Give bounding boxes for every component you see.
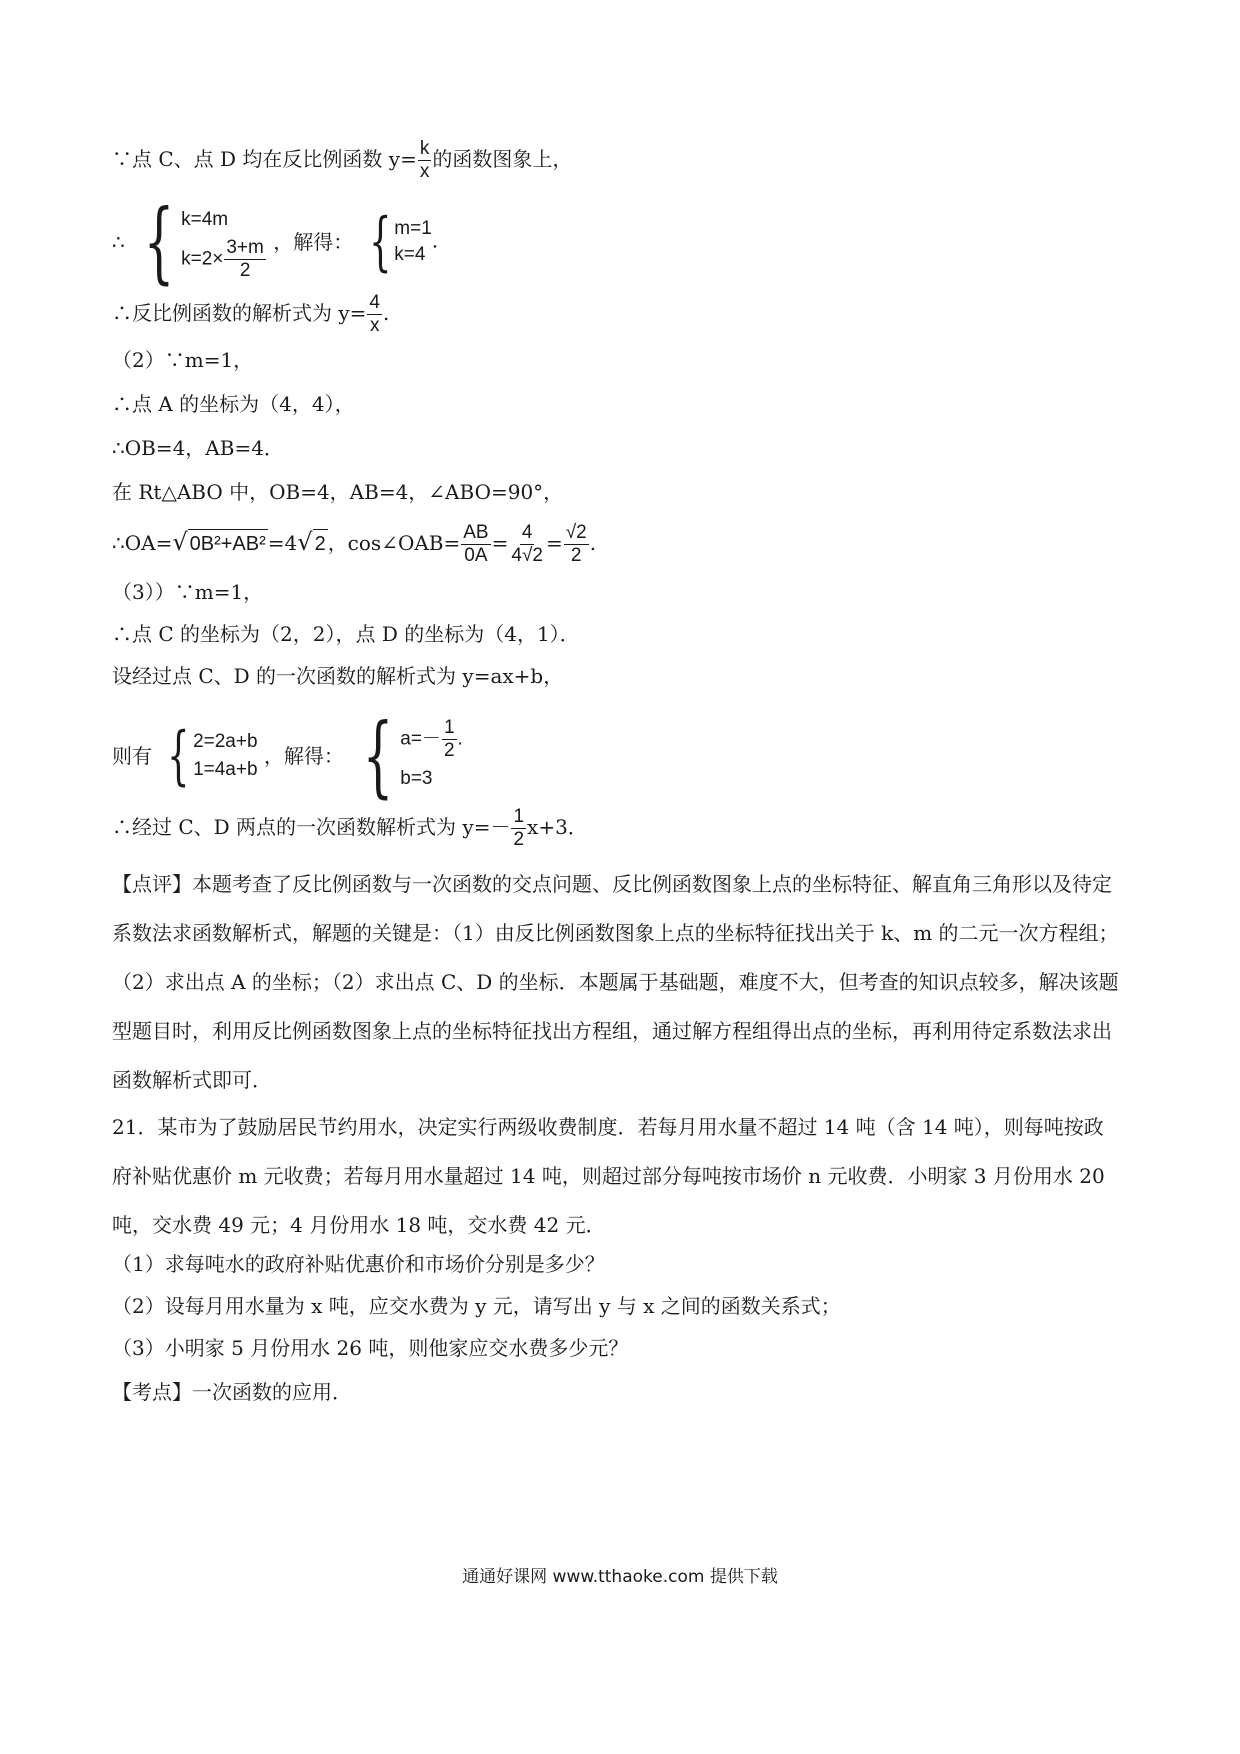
equation-system-line [112, 190, 439, 293]
text-line: （3））∵m=1， [112, 580, 264, 604]
equation-row: k=4 [394, 244, 426, 265]
numerator: 1 [513, 806, 525, 827]
equation-row [400, 717, 463, 762]
fraction [418, 138, 432, 183]
numerator: √2 [565, 522, 587, 543]
sqrt-icon: √ [297, 528, 313, 556]
equation-row: m=1 [394, 218, 432, 239]
sqrt-icon: √ [172, 528, 188, 556]
numerator: k [419, 138, 430, 159]
numerator: 1 [443, 716, 455, 738]
denominator: 4√2 [511, 545, 543, 566]
equation-system [158, 719, 258, 793]
fraction [509, 522, 545, 567]
denominator: 2 [239, 259, 251, 281]
text-segment: . [431, 228, 439, 253]
text-line: ∴点 C 的坐标为（2，2），点 D 的坐标为（4，1）． [112, 622, 580, 646]
text-segment: ∵点 C、点 D 均在反比例函数 y= [112, 147, 417, 171]
text-segment: . [457, 728, 463, 750]
equation-row [181, 237, 267, 282]
equation-system [131, 190, 267, 293]
text-segment: ，解得： [273, 230, 354, 254]
text-segment: ，cos∠OAB= [327, 531, 461, 555]
text-segment: a=－ [400, 728, 441, 750]
therefore-symbol: ∴ [112, 230, 125, 254]
text-segment: 的函数图象上， [432, 147, 573, 171]
fraction [461, 522, 490, 567]
fraction [564, 522, 589, 567]
sub-question: （1）求每吨水的政府补贴优惠价和市场价分别是多少？ [112, 1252, 605, 1276]
denominator: 2 [513, 829, 525, 850]
brace-icon: { [362, 704, 394, 807]
text-segment: ∴OA= [112, 531, 173, 555]
text-segment: . [383, 301, 390, 325]
text-line [112, 292, 389, 337]
fraction [367, 292, 382, 337]
denominator: 2 [443, 739, 455, 761]
comment-paragraph: 【点评】本题考查了反比例函数与一次函数的交点问题、反比例函数图象上点的坐标特征、解直角三角形以及待定系数法求函数解析式，解题的关键是：（1）由反比例函数图象上点的坐标特征找出关于 k、m 的二元一次方程组；（2）求出点 A 的坐标；（2）求出点 C、D 的坐标．本题属于基础题，难度不大，但考查的知识点较多，解决该题型题目时，利用反比例函数图象上点的坐标特征找出方程组，通过解方程组得出点的坐标，再利用待定系数法求出函数解析式即可． [112, 872, 1119, 1092]
denominator: x [419, 161, 430, 182]
fraction [442, 717, 457, 762]
text-segment: 则有 [112, 744, 152, 768]
numerator: 4 [521, 522, 533, 543]
fraction [511, 806, 526, 851]
brace-icon: { [167, 719, 190, 793]
numerator: AB [463, 522, 489, 543]
numerator: 4 [369, 292, 380, 313]
denominator: 2 [570, 545, 582, 566]
text-segment: x+3． [527, 815, 588, 839]
text-line: （2）∵m=1， [112, 348, 254, 372]
text-line [112, 806, 588, 851]
text-line: ∴点 A 的坐标为（4，4）， [112, 392, 355, 416]
text-segment: ∴反比例函数的解析式为 y= [112, 301, 367, 325]
equation-row: 1=4a+b [193, 759, 258, 780]
text-segment: ∴经过 C、D 两点的一次函数解析式为 y=－ [112, 815, 511, 839]
text-line: 在 Rt△ABO 中，OB=4，AB=4，∠ABO=90°， [112, 480, 564, 504]
radicand: 2 [313, 529, 328, 558]
equation-row: 2=2a+b [193, 731, 258, 752]
brace-icon: { [368, 205, 392, 279]
brace-icon: { [143, 190, 175, 293]
equation-system-line [112, 704, 463, 807]
text-segment: ，解得： [263, 744, 344, 768]
knowledge-point: 【考点】一次函数的应用． [112, 1380, 352, 1404]
radicand: 0B²+AB² [188, 529, 268, 558]
text-line [112, 138, 572, 183]
text-segment: k=2× [181, 248, 224, 270]
equation-row: k=4m [181, 208, 229, 230]
page-footer: 通通好课网 www.tthaoke.com 提供下载 [462, 1567, 778, 1587]
denominator: x [369, 315, 380, 336]
text-line: ∴OB=4，AB=4． [112, 436, 284, 460]
solution-system [360, 205, 432, 279]
numerator: 3+m [226, 236, 264, 258]
sub-question: （3）小明家 5 月份用水 26 吨，则他家应交水费多少元？ [112, 1336, 629, 1360]
text-line: ∴OA=√ 0B²+AB² =4√ 2 ，cos∠OAB= $\frac{AB}{0A}$ = $\frac{4}{4√2}$ = $\frac{√2}{2}$ . [112, 522, 597, 566]
text-segment: . [589, 531, 597, 555]
solution-system [350, 704, 463, 807]
denominator: 0A [464, 545, 488, 566]
text-segment: =4 [267, 531, 298, 555]
fraction [224, 237, 266, 282]
equation-row: b=3 [400, 767, 433, 789]
question-stem: 21．某市为了鼓励居民节约用水，决定实行两级收费制度．若每月用水量不超过 14 吨（含 14 吨），则每吨按政府补贴优惠价 m 元收费；若每月用水量超过 14 吨，则超过部分每吨按市场价 n 元收费．小明家 3 月份用水 20 吨，交水费 49 元；4 月份用水 18 吨，交水费 42 元． [112, 1115, 1105, 1237]
sub-question: （2）设每月用水量为 x 吨，应交水费为 y 元，请写出 y 与 x 之间的函数关系式； [112, 1294, 841, 1318]
text-line: 设经过点 C、D 的一次函数的解析式为 y=ax+b， [112, 664, 564, 688]
